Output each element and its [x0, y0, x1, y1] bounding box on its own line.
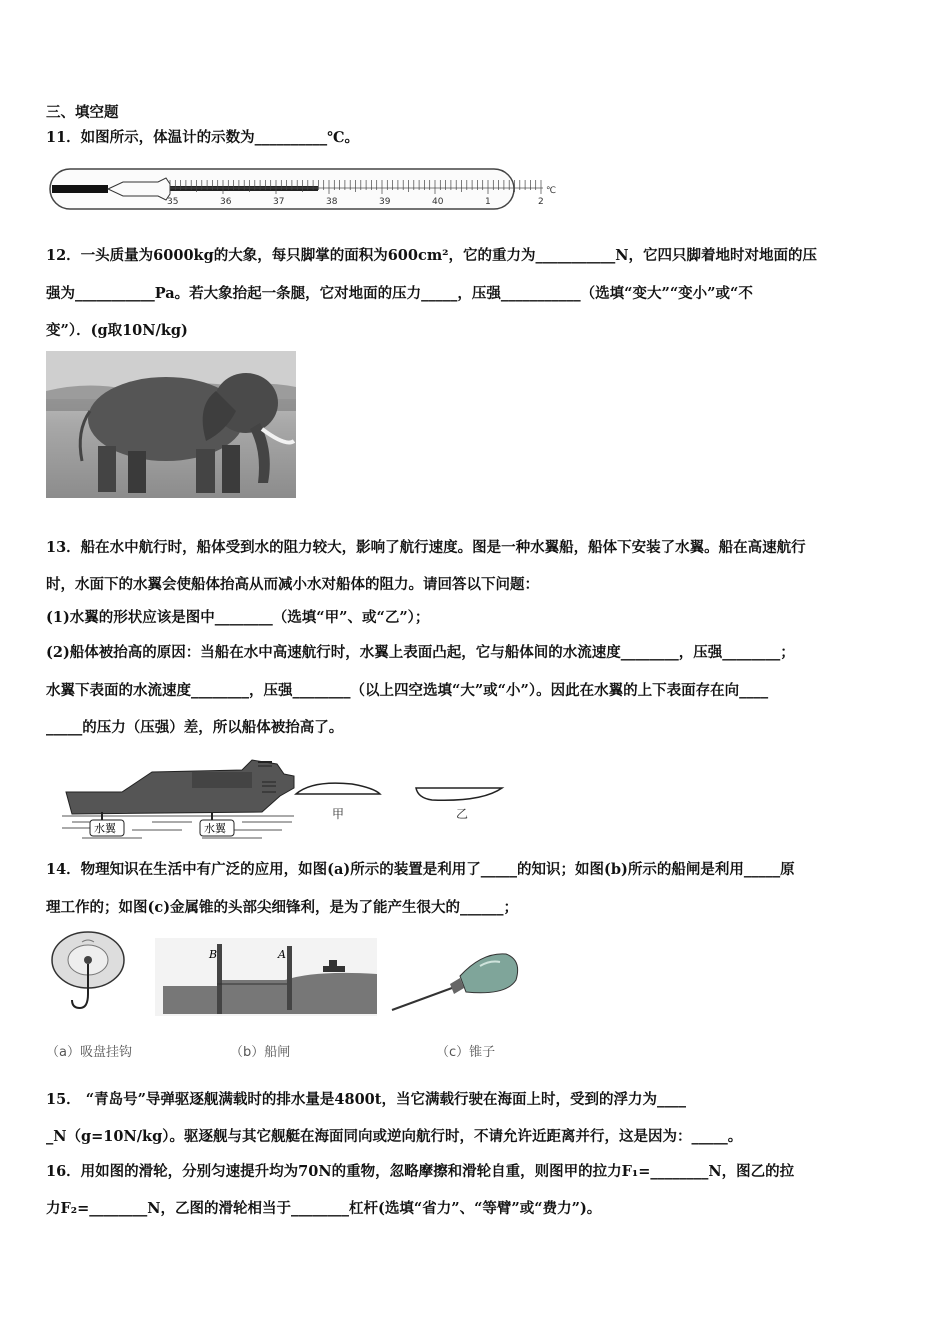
caption-a: （a）吸盘挂钩	[46, 1045, 132, 1060]
q11-text: 11．如图所示，体温计的示数为__________℃。	[46, 129, 360, 146]
section-title: 三、填空题	[46, 104, 119, 121]
thermometer-unit: ℃	[546, 186, 557, 196]
q13-line2: 时，水面下的水翼会使船体抬高从而减小水对船体的阻力。请回答以下问题：	[46, 576, 539, 593]
q15-line1: 15． “青岛号”导弹驱逐舰满载时的排水量是4800t，当它满载行驶在海面上时，受到的浮力为____	[46, 1091, 686, 1108]
q13-line6: _____的压力（压强）差，所以船体被抬高了。	[46, 719, 344, 736]
scale-label: 1	[485, 197, 491, 207]
thermometer-figure	[48, 168, 557, 212]
scale-label: 2	[538, 197, 544, 207]
awl-figure	[390, 938, 522, 1014]
q15-line2: _N（g=10N/kg）。驱逐舰与其它舰艇在海面同向或逆向航行时，不请允许近距离并行，这是因为：_____。	[46, 1128, 743, 1145]
foil-shape-jia	[296, 783, 380, 794]
foil-yi-label: 乙	[456, 807, 469, 821]
ship-lock-figure	[155, 938, 377, 1016]
q16-line2: 力F₂=________N，乙图的滑轮相当于________杠杆(选填“省力”、“等臂”或“费力”)。	[46, 1200, 602, 1217]
elephant-photo	[46, 351, 296, 498]
q14-line2: 理工作的；如图(c)金属锥的头部尖细锋利，是为了能产生很大的______；	[46, 899, 519, 916]
hydrofoil-figure	[62, 752, 512, 844]
wing-left-label: 水翼	[94, 822, 116, 835]
lock-label-b: B	[209, 948, 218, 961]
q13-line5: 水翼下表面的水流速度________，压强________（以上四空选填“大”或“小”）。因此在水翼的上下表面存在向____	[46, 682, 769, 699]
caption-c: （c）锥子	[436, 1045, 496, 1060]
q12-line1: 12．一头质量为6000kg的大象，每只脚掌的面积为600cm²，它的重力为___________N，它四只脚着地时对地面的压	[46, 247, 818, 264]
scale-label: 37	[273, 197, 285, 207]
q16-line1: 16．用如图的滑轮，分别匀速提升均为70N的重物，忽略摩擦和滑轮自重，则图甲的拉力F₁=________N，图乙的拉	[46, 1163, 795, 1180]
foil-shape-yi	[416, 788, 502, 800]
thermometer-bulb	[52, 185, 108, 193]
q13-line1: 13．船在水中航行时，船体受到水的阻力较大，影响了航行速度。图是一种水翼船，船体下安装了水翼。船在高速航行	[46, 539, 806, 556]
lock-label-a: A	[278, 948, 286, 961]
q13-line4: (2)船体被抬高的原因：当船在水中高速航行时，水翼上表面凸起，它与船体间的水流速度________，压强________；	[46, 644, 795, 661]
scale-label: 39	[379, 197, 391, 207]
q14-line1: 14．物理知识在生活中有广泛的应用，如图(a)所示的装置是利用了_____的知识；如图(b)所示的船闸是利用_____原	[46, 861, 795, 878]
q12-line2: 强为___________Pa。若大象抬起一条腿，它对地面的压力_____，压强___________（选填“变大”“变小”或“不	[46, 285, 753, 302]
scale-label: 36	[220, 197, 232, 207]
scale-label: 40	[432, 197, 444, 207]
suction-hook-figure	[50, 930, 136, 1016]
foil-jia-label: 甲	[332, 807, 345, 821]
scale-label: 35	[167, 197, 179, 207]
wing-right-label: 水翼	[204, 822, 226, 835]
q13-line3: (1)水翼的形状应该是图中________（选填“甲”、或“乙”）；	[46, 609, 430, 626]
scale-label: 38	[326, 197, 338, 207]
caption-b: （b）船闸	[230, 1045, 291, 1060]
q12-line3: 变”）．(g取10N/kg)	[46, 322, 188, 339]
